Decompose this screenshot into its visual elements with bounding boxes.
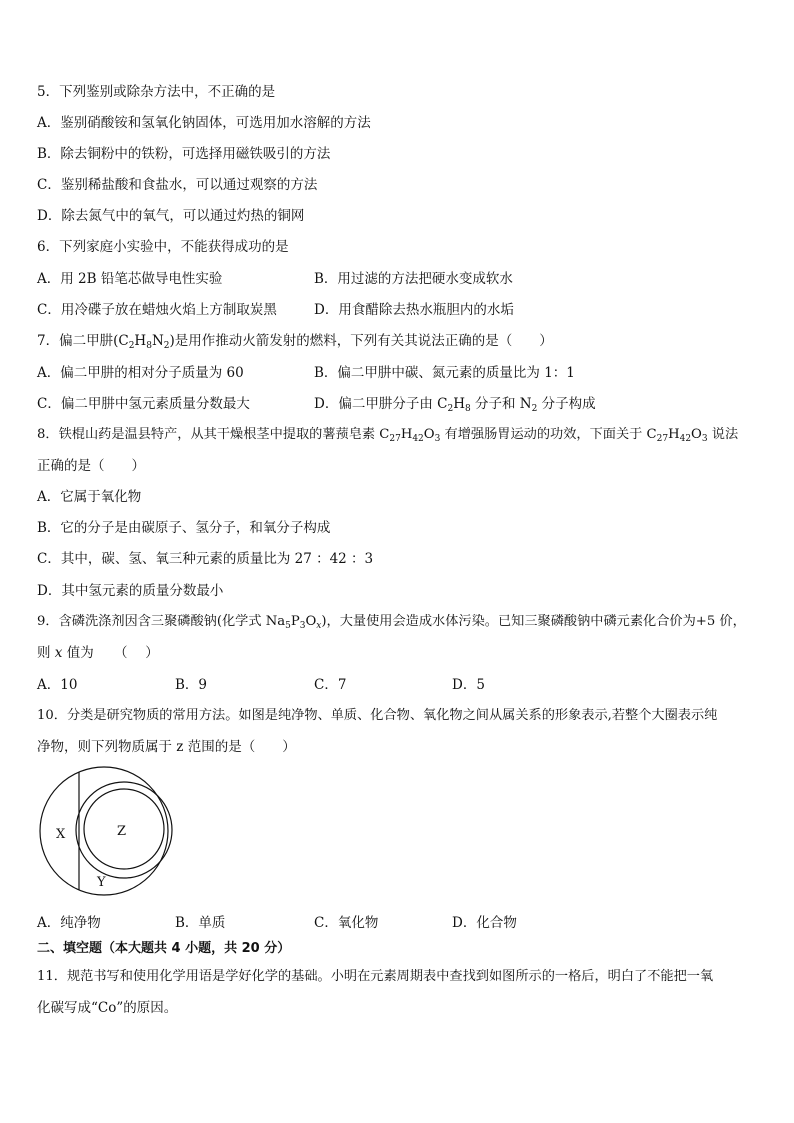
q8-option-d: D．其中氢元素的质量分数最小 — [37, 583, 224, 599]
q7-option-a: A．偏二甲肼的相对分子质量为 60 — [37, 365, 244, 381]
q5-option-c: C．鉴别稀盐酸和食盐水，可以通过观察的方法 — [37, 177, 318, 193]
q9-option-d: D．5 — [452, 677, 485, 693]
section-heading: 二、填空题（本大题共 4 小题，共 20 分） — [37, 941, 291, 956]
q6-option-a: A．用 2B 铅笔芯做导电性实验 — [37, 271, 223, 287]
label-y: Y — [97, 875, 106, 890]
q8-option-b: B．它的分子是由碳原子、氢分子，和氧分子构成 — [37, 520, 331, 536]
q9-option-b: B．9 — [175, 677, 208, 693]
q8-stem-line2: 正确的是（ ） — [37, 458, 145, 474]
q10-stem-line2: 净物，则下列物质属于 z 范围的是（ ） — [37, 739, 296, 755]
q8-option-c: C．其中，碳、氢、氧三种元素的质量比为 27 ：42 ：3 — [37, 551, 374, 567]
q8-stem: 8．铁棍山药是温县特产，从其干燥根茎中提取的薯蓣皂素 $C_{27}H_{42}O_3$ 有增强肠胃运动的功效，下面关于 $C_{27}H_{42}O_3$ 说法 — [37, 427, 739, 444]
q10-stem: 10．分类是研究物质的常用方法。如图是纯净物、单质、化合物、氧化物之间从属关系的形象表示,若整个大圈表示纯 — [37, 708, 718, 723]
q7-option-d: D．偏二甲肼分子由 $C_2H_8$ 分子和 $N_2$ 分子构成 — [314, 396, 596, 414]
q9-option-c: C．7 — [314, 677, 347, 693]
q9-stem: 9．含磷洗涤剂因含三聚磷酸钠(化学式 $Na_5P_3O_x$)，大量使用会造成水体污染。已知三聚磷酸钠中磷元素化合价为+5 价， — [37, 614, 746, 631]
q10-option-d: D．化合物 — [452, 915, 517, 931]
q10-option-a: A．纯净物 — [37, 915, 101, 931]
q5-option-d: D．除去氮气中的氧气，可以通过灼热的铜网 — [37, 208, 305, 224]
q10-option-b: B．单质 — [175, 915, 226, 931]
label-z: Z — [117, 824, 127, 839]
q11-line2: 化碳写成“Co”的原因。 — [37, 1000, 178, 1016]
q7-option-b: B．偏二甲肼中碳、氮元素的质量比为 1：1 — [314, 365, 575, 381]
q9-stem-line2: 则 x 值为 （ ） — [37, 645, 159, 661]
q6-option-d: D．用食醋除去热水瓶胆内的水垢 — [314, 302, 514, 318]
q5-stem: 5．下列鉴别或除杂方法中，不正确的是 — [37, 84, 276, 100]
classification-venn-diagram — [34, 765, 174, 897]
q7-option-c: C．偏二甲肼中氢元素质量分数最大 — [37, 396, 250, 412]
q7-stem: 7．偏二甲肼$(C_2H_8N_2)$是用作推动火箭发射的燃料，下列有关其说法正确的是（ ） — [37, 333, 553, 351]
q6-stem: 6．下列家庭小实验中，不能获得成功的是 — [37, 239, 289, 255]
q6-option-c: C．用冷碟子放在蜡烛火焰上方制取炭黑 — [37, 302, 277, 318]
q11-line1: 11．规范书写和使用化学用语是学好化学的基础。小明在元素周期表中查找到如图所示的一格后，明白了不能把一氧 — [37, 969, 714, 984]
q9-option-a: A．10 — [37, 677, 78, 693]
label-x: X — [56, 827, 66, 842]
q10-option-c: C．氧化物 — [314, 915, 379, 931]
q6-option-b: B．用过滤的方法把硬水变成软水 — [314, 271, 513, 287]
q8-option-a: A．它属于氧化物 — [37, 489, 142, 505]
q5-option-b: B．除去铜粉中的铁粉，可选择用磁铁吸引的方法 — [37, 146, 331, 162]
q5-option-a: A．鉴别硝酸铵和氢氧化钠固体，可选用加水溶解的方法 — [37, 115, 371, 131]
